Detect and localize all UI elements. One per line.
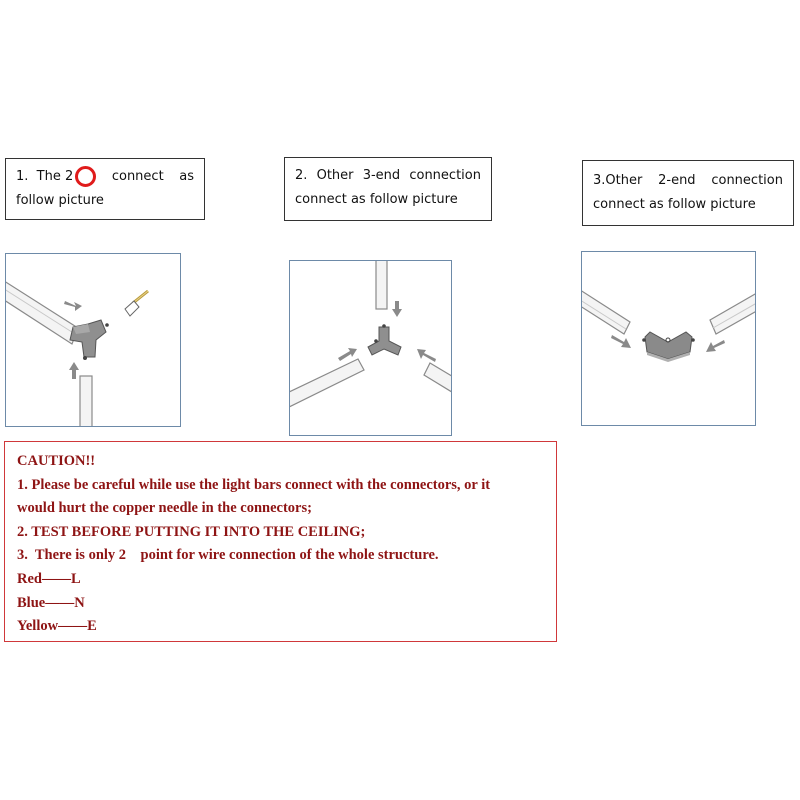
step-2-line-1 xyxy=(295,164,481,188)
step-3-instruction xyxy=(582,160,794,226)
wire-color: Blue xyxy=(17,594,46,611)
step-3-line-1 xyxy=(593,169,783,193)
wire-terminal: E xyxy=(87,618,97,635)
step-1-line-1 xyxy=(16,165,194,189)
step-1-connect: connect xyxy=(111,169,164,184)
caution-title: CAUTION!! xyxy=(17,453,96,469)
caution-line-4: 3. There is only 2 point for wire connection of the whole structure. xyxy=(17,547,439,564)
y-connector-with-wire-diagram xyxy=(5,253,181,427)
wire-terminal-icon xyxy=(125,291,148,316)
caution-line-2: would hurt the copper needle in the connectors; xyxy=(17,500,312,517)
wire-terminal: L xyxy=(70,570,81,587)
wiring-blue xyxy=(17,592,556,616)
step-3-word: 2-end xyxy=(658,173,696,188)
three-way-connector-icon xyxy=(368,324,401,355)
red-circle-icon xyxy=(75,166,96,187)
wire-separator: —— xyxy=(41,570,71,587)
step-1-line-2: follow picture xyxy=(16,193,104,208)
step-2-line-2: connect as follow picture xyxy=(295,192,458,207)
step-2-word: 3-end xyxy=(362,168,401,183)
wire-terminal: N xyxy=(74,594,85,611)
wire-separator: —— xyxy=(58,618,88,635)
y-connector-icon xyxy=(70,320,109,360)
wire-color: Yellow xyxy=(17,618,59,635)
step-3-line-2: connect as follow picture xyxy=(593,197,756,212)
step-2-instruction xyxy=(284,157,492,221)
step-1-instruction xyxy=(5,158,205,220)
step-1-as: as xyxy=(179,169,194,184)
step-2-word: connection xyxy=(409,168,481,183)
step-1-number: 1. xyxy=(16,169,29,184)
step-3-word: connection xyxy=(711,173,783,188)
two-way-connector-diagram xyxy=(581,251,756,426)
two-way-connector-icon xyxy=(642,332,695,362)
caution-notice xyxy=(4,441,557,642)
wiring-yellow xyxy=(17,615,556,639)
step-1-text: The 2 xyxy=(36,169,74,184)
step-2-word: Other xyxy=(316,168,354,183)
caution-line-1: 1. Please be careful while use the light bars connect with the connectors, or it xyxy=(17,476,491,493)
wire-color: Red xyxy=(17,570,42,587)
step-3-number: 3.Other xyxy=(593,173,643,188)
wire-separator: —— xyxy=(45,594,75,611)
step-2-number: 2. xyxy=(295,168,308,183)
wiring-red xyxy=(17,568,556,592)
caution-line-3: 2. TEST BEFORE PUTTING IT INTO THE CEILING; xyxy=(17,523,366,540)
three-way-connector-diagram xyxy=(289,260,452,436)
